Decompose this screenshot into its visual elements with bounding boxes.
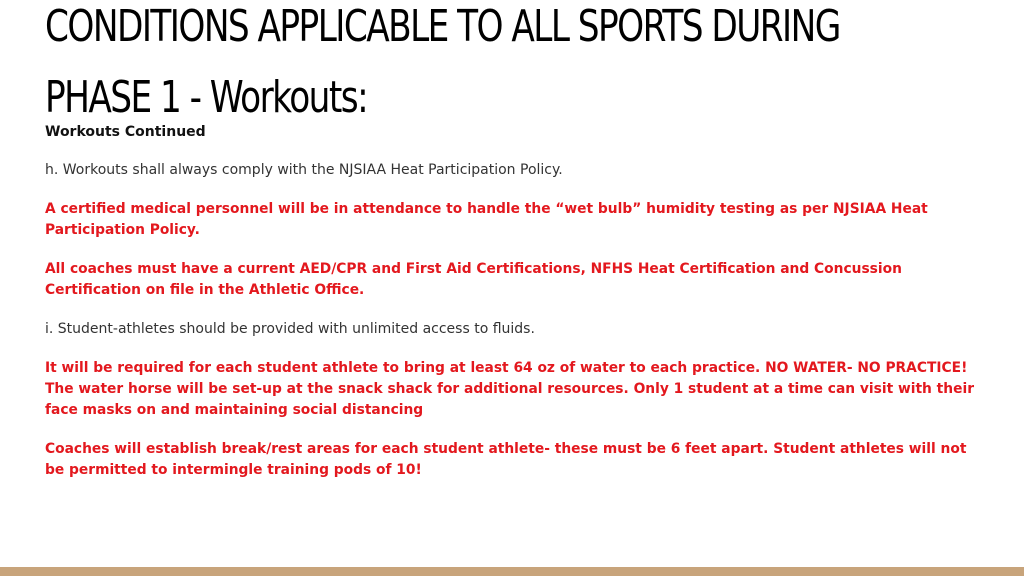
paragraph-fluid-access: i. Student-athletes should be provided with unlimited access to fluids. <box>45 321 535 337</box>
paragraph-coach-certifications: All coaches must have a current AED/CPR and First Aid Certifications, NFHS Heat Certification and Concussion Certification on file in the Athletic Office. <box>45 261 902 298</box>
slide-body <box>45 122 985 499</box>
paragraph-heat-policy: h. Workouts shall always comply with the NJSIAA Heat Participation Policy. <box>45 162 563 178</box>
slide-title-line-1: CONDITIONS APPLICABLE TO ALL SPORTS DURING <box>45 1 840 52</box>
slide-title <box>45 0 1004 121</box>
bottom-accent-bar <box>0 567 1024 576</box>
paragraph-medical-personnel: A certified medical personnel will be in attendance to handle the “wet bulb” humidity testing as per NJSIAA Heat Participation Policy. <box>45 201 928 238</box>
section-subheading: Workouts Continued <box>45 124 206 140</box>
paragraph-rest-areas: Coaches will establish break/rest areas for each student athlete- these must be 6 feet apart. Student athletes will not be permitted to intermingle training pods of 10! <box>45 441 967 478</box>
paragraph-water-requirement: It will be required for each student athlete to bring at least 64 oz of water to each practice. NO WATER- NO PRACTICE! The water horse will be set-up at the snack shack for additional resources. Only 1 student at a time can visit with their face masks on and maintaining social distancing <box>45 360 974 418</box>
slide-title-line-2: PHASE 1 - Workouts: <box>45 72 368 123</box>
